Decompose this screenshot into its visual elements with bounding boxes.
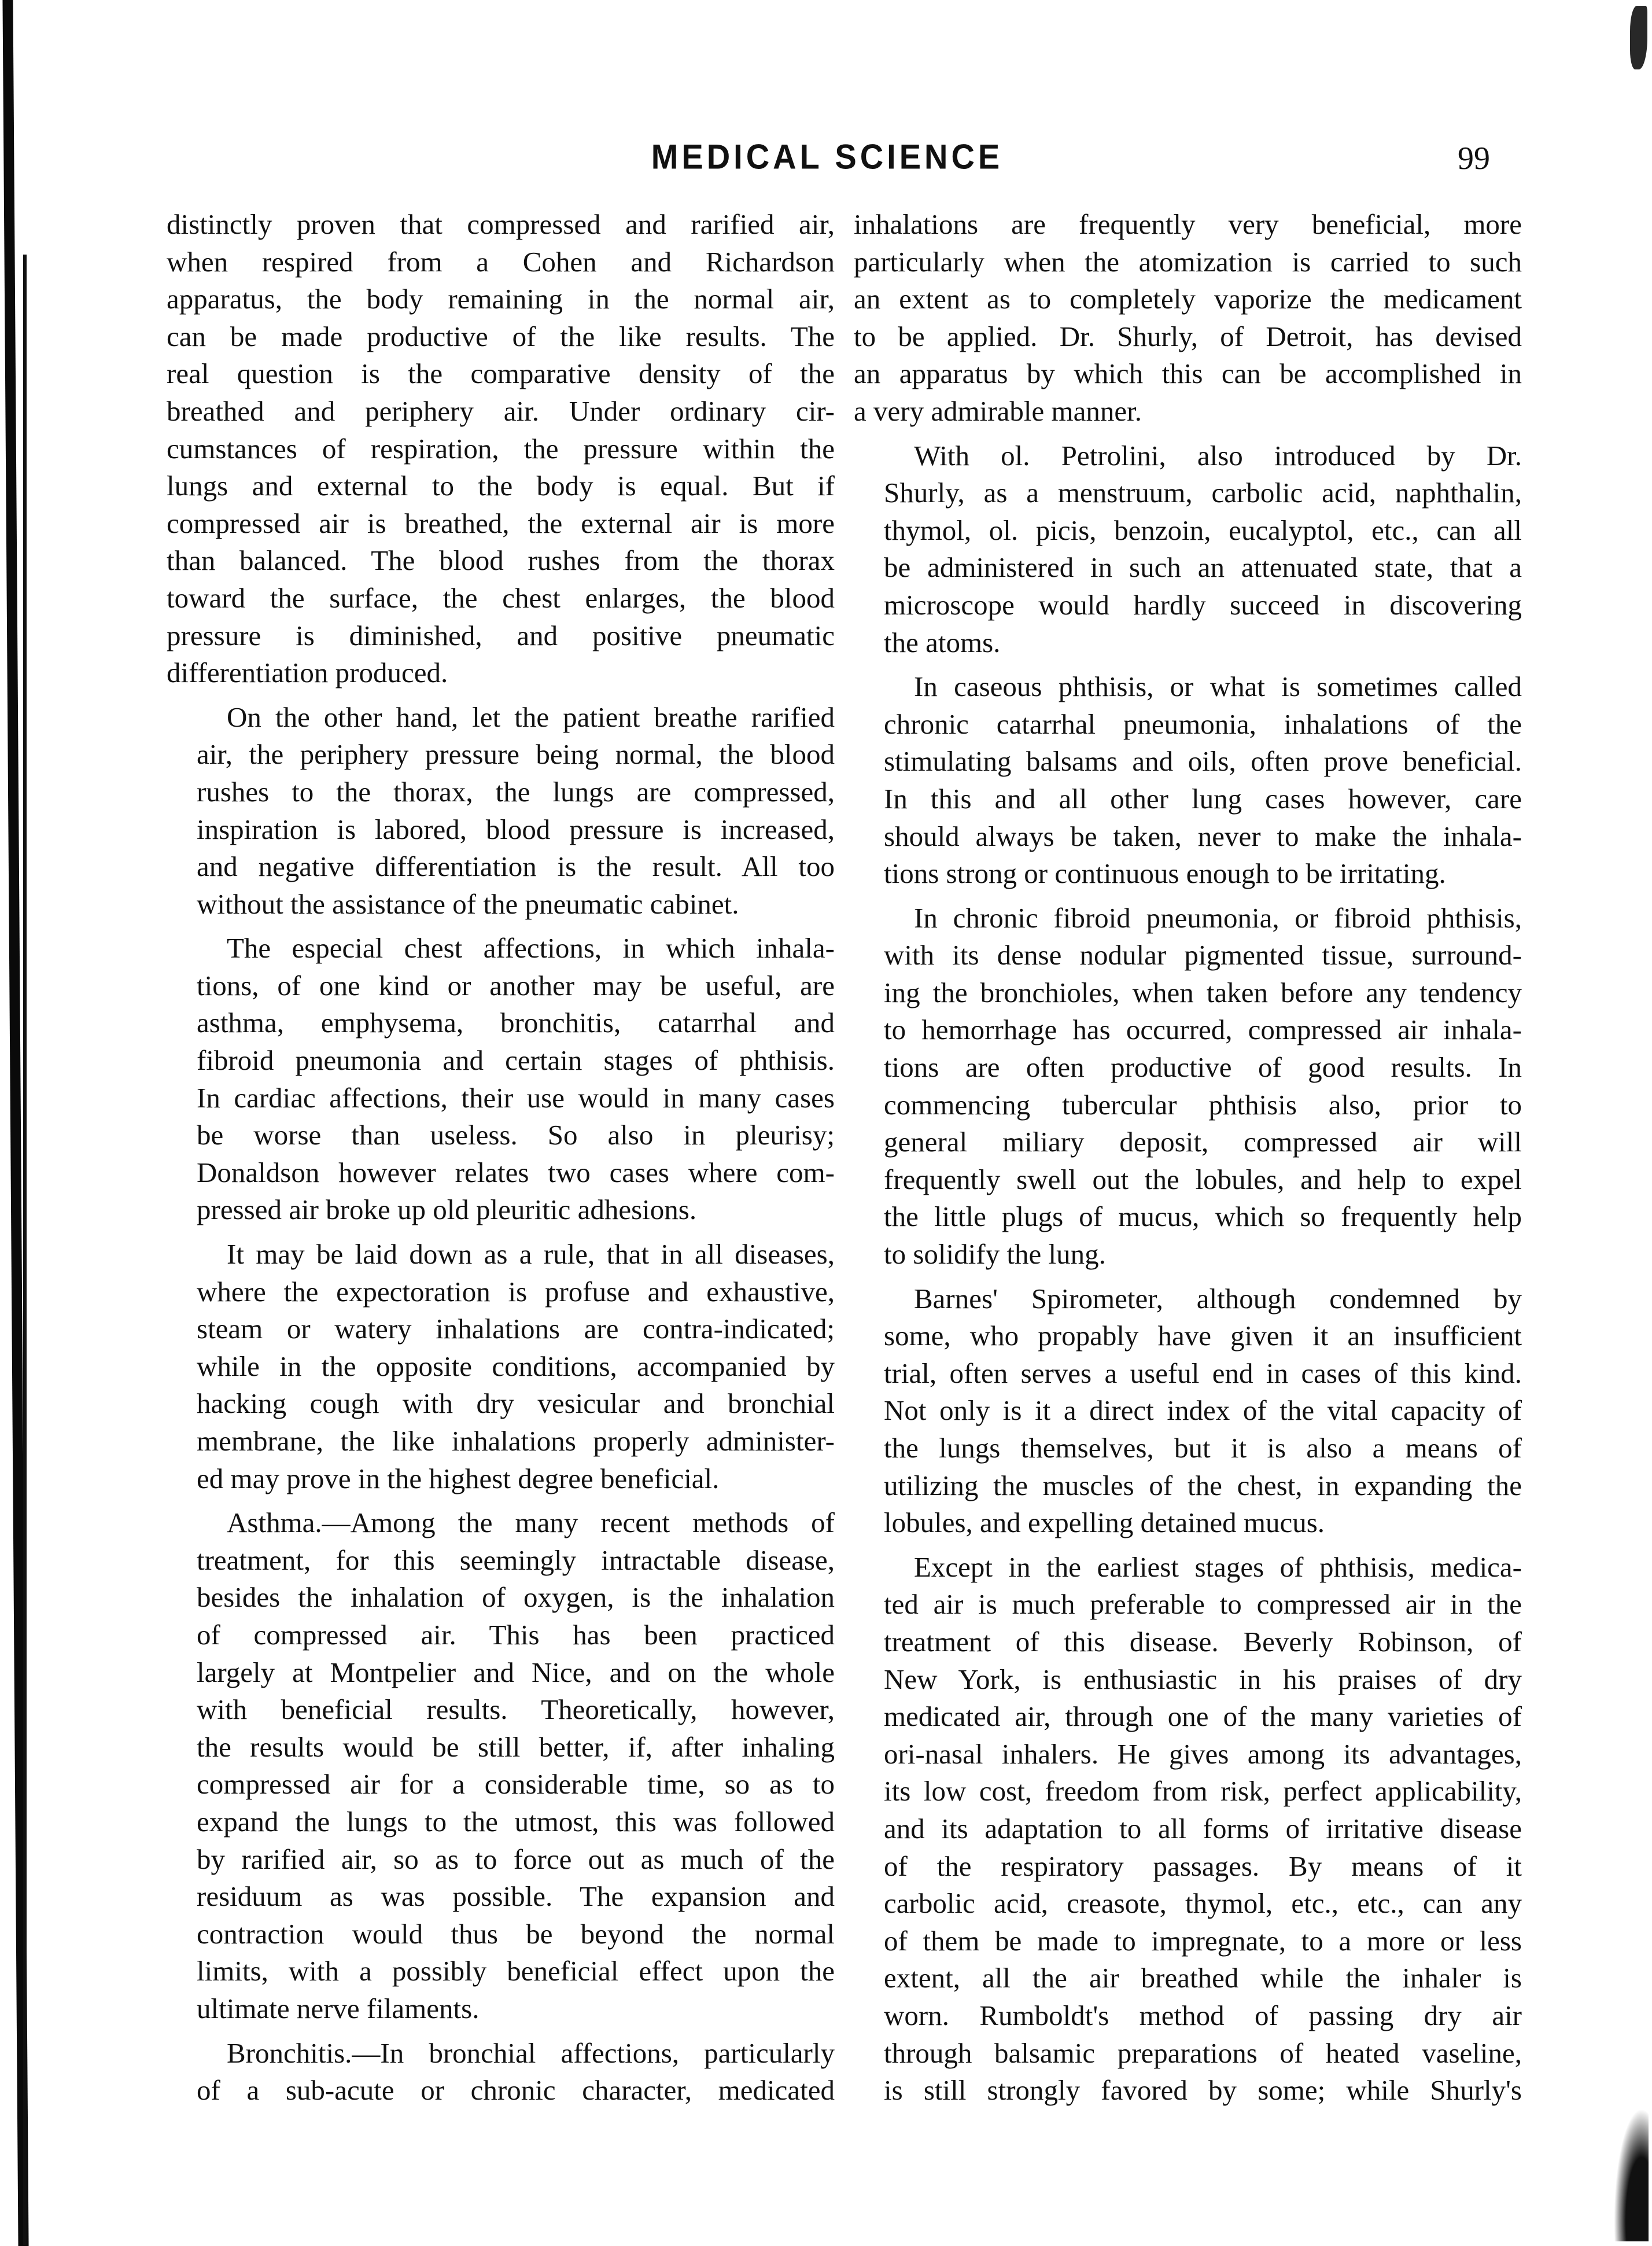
text-line: of the respiratory passages. By means of it — [884, 1850, 1522, 1882]
text-line: by rarified air, so as to force out as much of the — [197, 1843, 835, 1875]
page-number: 99 — [1458, 141, 1490, 176]
text-line: ultimate nerve filaments. — [197, 1992, 480, 2024]
text-line: Barnes' Spirometer, although condemned by — [914, 1282, 1522, 1315]
text-line: treatment, for this seemingly intractable disease, — [197, 1544, 835, 1576]
text-line: rushes to the thorax, the lungs are compressed, — [197, 775, 835, 808]
text-line: an extent as to completely vaporize the medicament — [854, 283, 1522, 315]
paragraph — [167, 1504, 835, 2027]
text-line: the little plugs of mucus, which so frequently help — [884, 1201, 1522, 1233]
text-line: pressure is diminished, and positive pneumatic — [167, 619, 835, 651]
paragraph — [854, 206, 1522, 430]
text-line: ori-nasal inhalers. He gives among its advantages, — [884, 1737, 1522, 1770]
paragraph — [167, 699, 835, 923]
text-line: With ol. Petrolini, also introduced by Dr. — [914, 439, 1522, 472]
text-line: It may be laid down as a rule, that in all diseases, — [227, 1238, 835, 1271]
text-line: with its dense nodular pigmented tissue, surround- — [884, 939, 1522, 971]
text-line: trial, often serves a useful end in cases of this kind. — [884, 1357, 1522, 1389]
running-head: MEDICAL SCIENCE — [651, 137, 1004, 176]
text-line: treatment of this disease. Beverly Robinson, of — [884, 1625, 1522, 1658]
text-line: some, who propably have given it an insufficient — [884, 1320, 1522, 1352]
text-line: ted air is much preferable to compressed air in the — [884, 1588, 1522, 1621]
text-line: thymol, ol. picis, benzoin, eucalyptol, etc., can all — [884, 514, 1522, 546]
text-line: New York, is enthusiastic in his praises of dry — [884, 1663, 1522, 1695]
text-line: air, the periphery pressure being normal, the blood — [197, 738, 835, 771]
text-line: fibroid pneumonia and certain stages of phthisis. — [197, 1044, 835, 1077]
text-line: tions strong or continuous enough to be irritating. — [884, 857, 1446, 890]
text-line: while in the opposite conditions, accompanied by — [197, 1350, 835, 1382]
text-line: Shurly, as a menstruum, carbolic acid, naphthalin, — [884, 477, 1522, 509]
text-line: inhalations are frequently very beneficial, more — [854, 208, 1522, 240]
text-line: besides the inhalation of oxygen, is the inhalation — [197, 1581, 835, 1614]
text-line: distinctly proven that compressed and rarified air, — [167, 208, 835, 240]
paragraph — [167, 206, 835, 692]
text-line: commencing tubercular phthisis also, prior to — [884, 1088, 1522, 1121]
text-line: should always be taken, never to make the inhala- — [884, 820, 1522, 852]
text-line: the results would be still better, if, after inhaling — [197, 1730, 835, 1763]
text-line: frequently swell out the lobules, and help to expel — [884, 1163, 1522, 1195]
left-text-column — [167, 206, 835, 2109]
text-line: carbolic acid, creasote, thymol, etc., etc., can any — [884, 1887, 1522, 1920]
text-line: expand the lungs to the utmost, this was followed — [197, 1805, 835, 1838]
scan-smudge-top-right — [1630, 6, 1647, 69]
text-line: Not only is it a direct index of the vital capacity of — [884, 1394, 1522, 1427]
text-line: compressed air is breathed, the external air is more — [167, 507, 835, 539]
text-line: In chronic fibroid pneumonia, or fibroid phthisis, — [914, 901, 1522, 934]
text-line: the lungs themselves, but it is also a means of — [884, 1432, 1522, 1464]
text-line: differentiation produced. — [167, 657, 448, 689]
paragraph — [854, 900, 1522, 1273]
text-line: utilizing the muscles of the chest, in expanding the — [884, 1469, 1522, 1501]
text-line: membrane, the like inhalations properly administer- — [197, 1425, 835, 1457]
text-line: where the expectoration is profuse and exhaustive, — [197, 1275, 835, 1308]
text-line: a very admirable manner. — [854, 395, 1142, 427]
paragraph — [854, 668, 1522, 893]
text-line: On the other hand, let the patient breathe rarified — [227, 701, 835, 733]
paragraph — [854, 437, 1522, 662]
text-line: lungs and external to the body is equal. But if — [167, 470, 835, 502]
text-line: Except in the earliest stages of phthisis, medica- — [914, 1551, 1522, 1583]
text-line: of them be made to impregnate, to a more or less — [884, 1924, 1522, 1957]
text-line: without the assistance of the pneumatic cabinet. — [197, 888, 739, 920]
text-line: tions are often productive of good results. In — [884, 1051, 1522, 1084]
text-line: pressed air broke up old pleuritic adhesions. — [197, 1194, 697, 1226]
text-line: its low cost, freedom from risk, perfect applicability, — [884, 1775, 1522, 1807]
page-header — [0, 138, 1652, 184]
text-line: cumstances of respiration, the pressure within the — [167, 432, 835, 465]
text-line: In cardiac affections, their use would in many cases — [197, 1081, 835, 1114]
text-line: lobules, and expelling detained mucus. — [884, 1507, 1325, 1539]
text-line: when respired from a Cohen and Richardson — [167, 245, 835, 278]
scan-smudge-bottom-right — [1614, 2108, 1649, 2241]
text-line: of a sub-acute or chronic character, medicated — [197, 2074, 835, 2107]
text-line: general miliary deposit, compressed air will — [884, 1126, 1522, 1158]
text-line: is still strongly favored by some; while Shurly's — [884, 2074, 1522, 2107]
text-line: to solidify the lung. — [884, 1238, 1106, 1271]
text-line: microscope would hardly succeed in discovering — [884, 588, 1522, 621]
text-line: and negative differentiation is the result. All too — [197, 850, 835, 883]
binding-edge-line — [23, 255, 27, 2245]
text-line: ed may prove in the highest degree beneficial. — [197, 1462, 720, 1494]
text-line: In this and all other lung cases however, care — [884, 782, 1522, 815]
text-line: real question is the comparative density of the — [167, 358, 835, 390]
text-line: asthma, emphysema, bronchitis, catarrhal and — [197, 1007, 835, 1039]
text-line: Donaldson however relates two cases where com- — [197, 1156, 835, 1188]
paragraph — [167, 1236, 835, 1497]
text-line: through balsamic preparations of heated vaseline, — [884, 2037, 1522, 2069]
paragraph — [854, 1280, 1522, 1542]
text-line: be administered in such an attenuated state, that a — [884, 551, 1522, 584]
text-line: breathed and periphery air. Under ordinary cir- — [167, 395, 835, 427]
text-line: to be applied. Dr. Shurly, of Detroit, has devised — [854, 320, 1522, 352]
text-line: limits, with a possibly beneficial effect upon the — [197, 1955, 835, 1987]
text-line: largely at Montpelier and Nice, and on the whole — [197, 1656, 835, 1688]
text-line: compressed air for a considerable time, so as to — [197, 1768, 835, 1801]
text-line: worn. Rumboldt's method of passing dry air — [884, 1999, 1522, 2031]
text-line: tions, of one kind or another may be useful, are — [197, 969, 835, 1002]
paragraph — [854, 1549, 1522, 2109]
paragraph — [167, 2035, 835, 2109]
text-line: In caseous phthisis, or what is sometimes called — [914, 671, 1522, 703]
text-line: stimulating balsams and oils, often prove beneficial. — [884, 745, 1522, 778]
text-line: inspiration is labored, blood pressure is increased, — [197, 813, 835, 845]
text-line: an apparatus by which this can be accomplished in — [854, 358, 1522, 390]
text-line: with beneficial results. Theoretically, however, — [197, 1693, 835, 1726]
paragraph — [167, 930, 835, 1229]
text-line: chronic catarrhal pneumonia, inhalations of the — [884, 708, 1522, 740]
text-line: ing the bronchioles, when taken before any tendency — [884, 976, 1522, 1008]
text-line: and its adaptation to all forms of irritative disease — [884, 1812, 1522, 1844]
text-line: The especial chest affections, in which inhala- — [227, 932, 835, 964]
text-line: residuum as was possible. The expansion and — [197, 1880, 835, 1913]
text-line: to hemorrhage has occurred, compressed air inhala- — [884, 1014, 1522, 1046]
text-line: the atoms. — [884, 626, 1001, 658]
text-line: than balanced. The blood rushes from the thorax — [167, 544, 835, 577]
text-line: be worse than useless. So also in pleurisy; — [197, 1119, 835, 1151]
text-line: of compressed air. This has been practiced — [197, 1618, 835, 1651]
text-line: extent, all the air breathed while the inhaler is — [884, 1962, 1522, 1994]
text-line: hacking cough with dry vesicular and bronchial — [197, 1387, 835, 1420]
text-line: toward the surface, the chest enlarges, the blood — [167, 581, 835, 614]
text-line: steam or watery inhalations are contra-indicated; — [197, 1313, 835, 1345]
text-line: medicated air, through one of the many varieties of — [884, 1700, 1522, 1733]
right-text-column — [854, 206, 1522, 2109]
text-line: contraction would thus be beyond the normal — [197, 1917, 835, 1950]
text-line: apparatus, the body remaining in the normal air, — [167, 283, 835, 315]
text-line: Bronchitis.—In bronchial affections, particularly — [227, 2037, 835, 2069]
text-line: Asthma.—Among the many recent methods of — [227, 1507, 835, 1539]
text-line: particularly when the atomization is carried to such — [854, 245, 1522, 278]
text-line: can be made productive of the like results. The — [167, 320, 835, 352]
